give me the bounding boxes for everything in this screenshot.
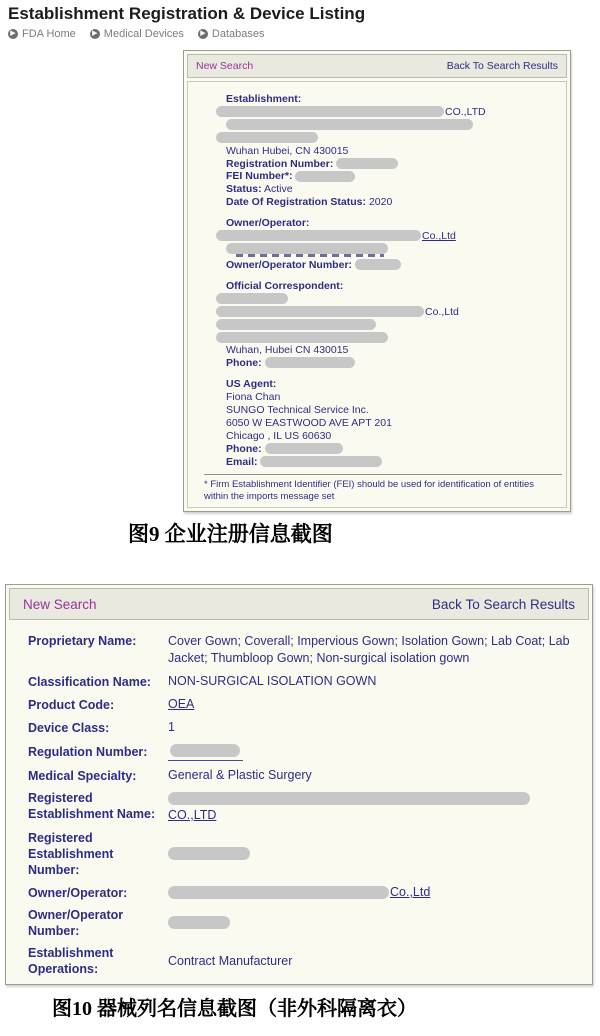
registration-panel xyxy=(183,50,571,512)
correspondent-line xyxy=(216,293,560,306)
correspondent-phone-line xyxy=(226,357,560,370)
breadcrumb-medical-devices[interactable] xyxy=(90,28,184,40)
registration-date-label: Date Of Registration Status: xyxy=(226,196,367,209)
us-agent-phone-line xyxy=(226,443,560,456)
field-value: NON-SURGICAL ISOLATION GOWN xyxy=(168,674,377,688)
new-search-link[interactable]: New Search xyxy=(196,60,254,72)
redacted-fei-number xyxy=(295,171,355,182)
redacted-owner-operator-number xyxy=(355,259,401,270)
field-label: Establishment Operations: xyxy=(28,946,114,976)
field-label: Device Class: xyxy=(28,720,110,735)
bullet-arrow-icon: ▶ xyxy=(8,29,18,39)
registration-number-label: Registration Number: xyxy=(226,157,334,170)
redacted-email xyxy=(260,456,382,467)
us-agent-city: Chicago , IL US 60630 xyxy=(226,429,332,442)
official-correspondent-label: Official Correspondent: xyxy=(226,279,344,292)
row-owner-operator-number xyxy=(28,904,579,942)
establishment-label: Establishment: xyxy=(226,93,302,105)
redacted-correspondent-company xyxy=(216,306,424,317)
bullet-arrow-icon: ▶ xyxy=(198,29,208,39)
regulation-number-link[interactable] xyxy=(168,742,243,761)
fei-number-line xyxy=(226,170,560,183)
registration-toolbar xyxy=(187,54,567,78)
status-line xyxy=(226,183,560,196)
correspondent-line xyxy=(216,331,560,344)
us-agent-email-line xyxy=(226,456,560,469)
owner-operator-address-line xyxy=(226,243,560,257)
row-owner-operator xyxy=(28,881,579,904)
status-label: Status: xyxy=(226,183,262,196)
us-agent-street: 6050 W EASTWOOD AVE APT 201 xyxy=(226,416,392,429)
correspondent-line xyxy=(216,319,560,332)
owner-operator-link[interactable]: Co.,Ltd xyxy=(390,885,431,899)
redacted-address xyxy=(226,119,473,130)
breadcrumb-databases[interactable] xyxy=(198,28,265,40)
new-search-link[interactable]: New Search xyxy=(23,596,97,612)
breadcrumb-label: Medical Devices xyxy=(103,28,184,40)
redacted-owner-operator-address xyxy=(226,243,388,254)
figure10-caption: 图10 器械列名信息截图（非外科隔离衣） xyxy=(52,998,417,1020)
us-agent-name: Fiona Chan xyxy=(226,391,281,404)
breadcrumb-label: FDA Home xyxy=(22,28,76,40)
establishment-address-line xyxy=(226,119,560,132)
registered-establishment-link[interactable]: CO.,LTD xyxy=(168,808,217,822)
correspondent-company-suffix: Co.,Ltd xyxy=(425,305,459,318)
row-classification-name xyxy=(28,670,579,693)
redacted-correspondent-name xyxy=(216,293,288,304)
redacted-regulation-number xyxy=(170,744,240,757)
field-label: Proprietary Name: xyxy=(28,634,137,648)
partially-hidden-text xyxy=(236,254,384,257)
redacted-registration-number xyxy=(336,158,398,169)
field-value: Contract Manufacturer xyxy=(168,953,293,968)
status-value: Active xyxy=(263,183,293,196)
row-device-class xyxy=(28,716,579,739)
product-code-link[interactable]: OEA xyxy=(168,697,195,711)
correspondent-line xyxy=(216,306,560,319)
correspondent-city-line: Wuhan, Hubei CN 430015 xyxy=(226,344,349,357)
owner-operator-label: Owner/Operator: xyxy=(226,217,310,230)
establishment-name-line xyxy=(216,106,560,119)
owner-operator-name-line xyxy=(216,230,560,243)
field-label: Owner/Operator: xyxy=(28,885,128,900)
listing-toolbar xyxy=(9,588,589,620)
row-regulation-number xyxy=(28,739,579,764)
figure9-caption: 图9 企业注册信息截图 xyxy=(128,522,333,546)
establishment-city-line: Wuhan Hubei, CN 430015 xyxy=(226,144,349,157)
redacted-owner-operator-name xyxy=(216,230,421,241)
owner-operator-company-link[interactable]: Co.,Ltd xyxy=(422,230,456,243)
breadcrumb-label: Databases xyxy=(211,28,265,40)
us-agent-company: SUNGO Technical Service Inc. xyxy=(226,403,369,416)
back-to-search-results-link[interactable]: Back To Search Results xyxy=(446,60,558,72)
redacted-address xyxy=(216,132,318,143)
fei-number-label: FEI Number*: xyxy=(226,170,293,183)
field-label: Registered Establishment Name: xyxy=(28,791,156,821)
field-label: Registered Establishment Number: xyxy=(28,831,114,877)
row-proprietary-name xyxy=(28,630,579,670)
redacted-correspondent-address xyxy=(216,319,376,330)
redacted-phone xyxy=(265,443,343,454)
owner-operator-number-label: Owner/Operator Number: xyxy=(226,258,353,271)
back-to-search-results-link[interactable]: Back To Search Results xyxy=(431,596,575,612)
redacted-establishment-number xyxy=(168,847,250,860)
field-label: Product Code: xyxy=(28,697,115,712)
row-registered-establishment-name xyxy=(28,787,579,827)
redacted-establishment-name xyxy=(216,106,444,117)
bullet-arrow-icon: ▶ xyxy=(90,29,100,39)
fei-footnote: * Firm Establishment Identifier (FEI) should be used for identification of entities within the imports message set xyxy=(204,474,562,502)
redacted-correspondent-address xyxy=(216,332,388,343)
page-title: Establishment Registration & Device Listing xyxy=(8,4,366,23)
field-value: Cover Gown; Coverall; Impervious Gown; Isolation Gown; Lab Coat; Lab Jacket; Thumbloop Gown; Non-surgical isolation gown xyxy=(168,634,570,665)
redacted-establishment-name xyxy=(168,792,530,805)
owner-operator-number-line xyxy=(226,259,560,272)
phone-label: Phone: xyxy=(226,442,262,455)
email-label: Email: xyxy=(226,455,258,468)
listing-detail-table xyxy=(9,620,589,980)
redacted-owner-operator xyxy=(168,886,389,899)
field-label: Classification Name: xyxy=(28,674,151,689)
field-value: General & Plastic Surgery xyxy=(168,768,312,782)
breadcrumb-fda-home[interactable] xyxy=(8,28,76,40)
field-label: Regulation Number: xyxy=(28,744,148,759)
us-agent-label: US Agent: xyxy=(226,378,277,391)
redacted-owner-operator-number xyxy=(168,916,230,929)
field-label: Owner/Operator Number: xyxy=(28,908,124,938)
registration-number-line xyxy=(226,158,560,171)
establishment-name-suffix: CO.,LTD xyxy=(445,105,486,118)
row-product-code xyxy=(28,693,579,716)
establishment-address-line xyxy=(216,132,560,145)
phone-label: Phone: xyxy=(226,357,262,370)
registration-detail-box xyxy=(187,81,567,508)
registration-date-line xyxy=(226,196,560,209)
row-establishment-operations xyxy=(28,942,579,980)
field-value: 1 xyxy=(168,720,175,734)
row-registered-establishment-number xyxy=(28,827,579,881)
field-label: Medical Specialty: xyxy=(28,768,137,783)
row-medical-specialty xyxy=(28,764,579,787)
redacted-phone xyxy=(265,357,355,368)
registration-date-value: 2020 xyxy=(368,196,393,209)
device-listing-panel xyxy=(5,584,593,985)
breadcrumb xyxy=(8,28,264,40)
